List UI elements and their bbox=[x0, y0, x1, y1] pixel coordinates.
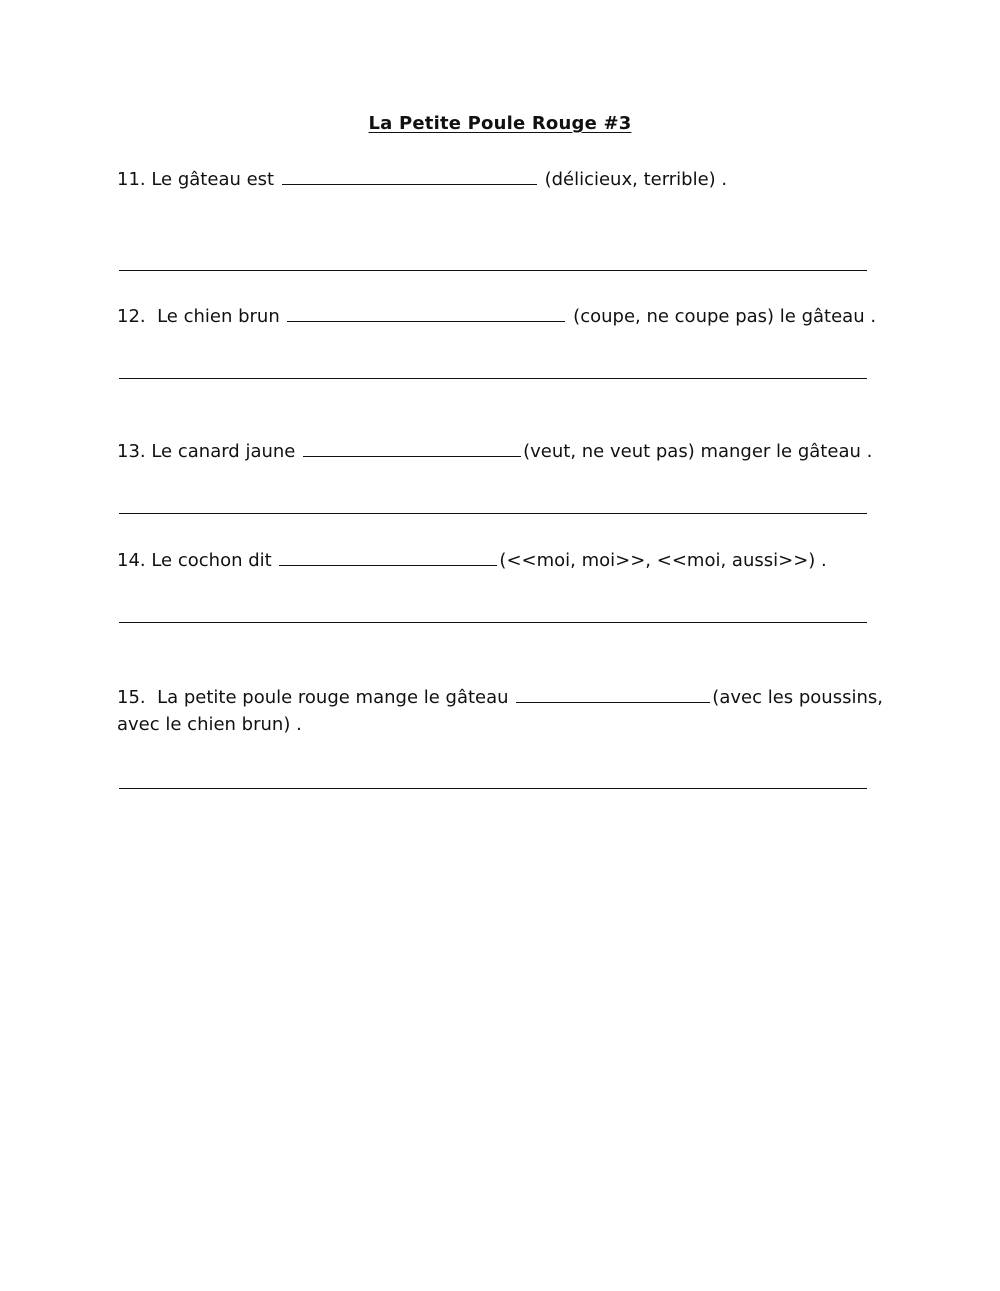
question-12-answer-line[interactable] bbox=[119, 378, 867, 379]
question-14 bbox=[117, 547, 827, 574]
question-14-choices: (<<moi, moi>>, <<moi, aussi>>) . bbox=[499, 550, 827, 571]
question-15-choices: (avec les poussins, bbox=[712, 687, 883, 708]
question-14-prefix: 14. Le cochon dit bbox=[117, 550, 278, 571]
question-11-blank[interactable] bbox=[282, 166, 537, 185]
question-15-choices-continued: avec le chien brun) . bbox=[117, 714, 302, 735]
question-13-blank[interactable] bbox=[303, 438, 521, 457]
question-13-prefix: 13. Le canard jaune bbox=[117, 441, 302, 462]
question-15-continuation bbox=[117, 711, 302, 738]
worksheet-title: La Petite Poule Rouge #3 bbox=[368, 113, 632, 134]
question-14-answer-line[interactable] bbox=[119, 622, 867, 623]
question-12-choices: (coupe, ne coupe pas) le gâteau . bbox=[567, 306, 877, 327]
question-12-prefix: 12. Le chien brun bbox=[117, 306, 286, 327]
question-15-answer-line[interactable] bbox=[119, 788, 867, 789]
question-13 bbox=[117, 438, 872, 465]
question-12-blank[interactable] bbox=[287, 303, 565, 322]
question-15-prefix: 15. La petite poule rouge mange le gâteau bbox=[117, 687, 515, 708]
question-11-prefix: 11. Le gâteau est bbox=[117, 169, 280, 190]
question-14-blank[interactable] bbox=[279, 547, 497, 566]
question-12 bbox=[117, 303, 876, 330]
question-13-answer-line[interactable] bbox=[119, 513, 867, 514]
question-11 bbox=[117, 166, 727, 193]
question-13-choices: (veut, ne veut pas) manger le gâteau . bbox=[523, 441, 873, 462]
question-11-choices: (délicieux, terrible) . bbox=[538, 169, 728, 190]
question-15 bbox=[117, 684, 883, 711]
question-15-blank[interactable] bbox=[516, 684, 710, 703]
question-11-answer-line[interactable] bbox=[119, 270, 867, 271]
